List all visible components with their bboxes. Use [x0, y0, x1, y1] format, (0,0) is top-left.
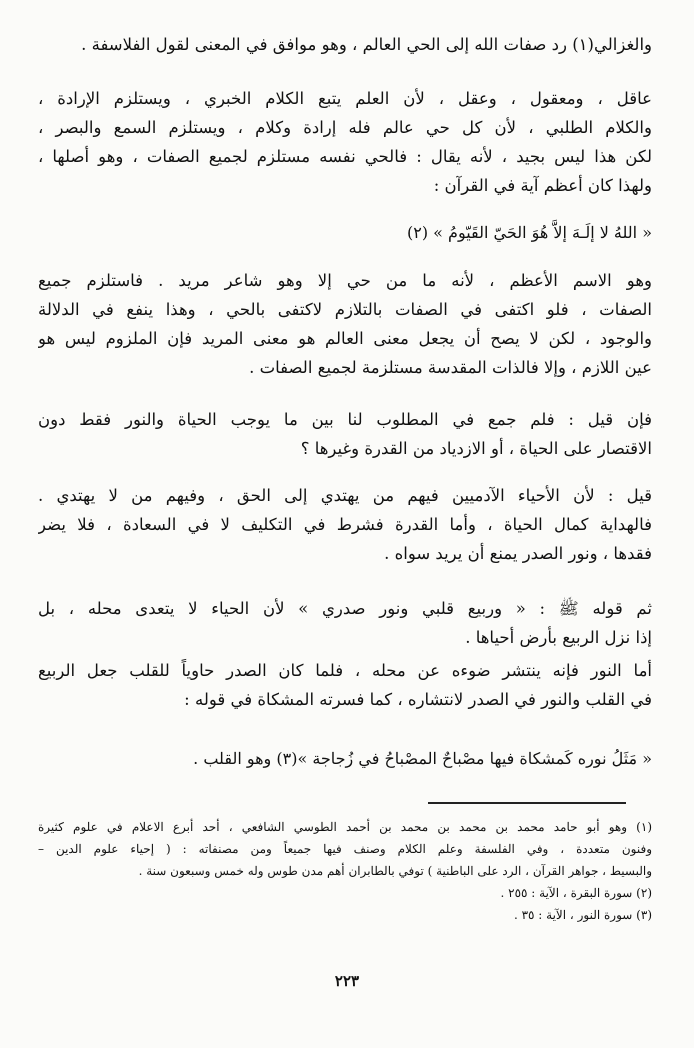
text-line: في القلب والنور في الصدر لانتشاره ، كما فسرته المشكاة في قوله :: [184, 690, 652, 709]
footnote-separator: [428, 802, 626, 804]
paragraph-6: [38, 594, 652, 652]
footnote-3: [38, 904, 652, 926]
text-line: إذا نزل الربيع بأرض أحياها .: [465, 628, 652, 647]
text-line: فقدها ، ونور الصدر يمنع أن يريد سواه .: [384, 544, 652, 563]
footnotes: [38, 816, 652, 926]
footnote-1: [38, 816, 652, 882]
text-line: فالهداية كمال الحياة ، وأما القدرة فشرط في التكليف لا في السعادة ، فلا يضر: [38, 515, 652, 534]
text-line: « اللهُ لا إلَـهَ إلاَّ هُوَ الحَيّ القَيّومُ » (٢): [406, 223, 652, 242]
text-line: والكلام الطلبي ، لأن كل حي عالم فله إرادة وكلام ، ويستلزم السمع والبصر ،: [38, 118, 652, 137]
footnote-line: والبسيط ، جواهر القرآن ، الرد على الباطنية ) توفي بالطابران أهم مدن طوس وله خمس وسبعون سنة .: [138, 864, 652, 878]
quran-verse-1: [38, 218, 652, 247]
text-line: ثم قوله ﷺ : « وربيع قلبي ونور صدري » لأن الحياء لا يتعدى محله ، بل: [38, 599, 652, 618]
text-line: والغزالي(١) رد صفات الله إلى الحي العالم ، وهو موافق في المعنى لقول الفلاسفة .: [81, 35, 652, 54]
text-line: ولهذا كان أعظم آية في القرآن :: [433, 176, 652, 195]
paragraph-5: [38, 481, 652, 568]
text-line: لكن هذا ليس بجيد ، لأنه يقال : فالحي نفسه مستلزم لجميع الصفات ، وهو أصلها ،: [38, 147, 652, 166]
footnote-line: (٣) سورة النور ، الآية : ٣٥ .: [513, 908, 652, 922]
paragraph-2: [38, 84, 652, 200]
paragraph-4: [38, 405, 652, 463]
footnote-line: (٢) سورة البقرة ، الآية : ٢٥٥ .: [500, 886, 652, 900]
text-line: أما النور فإنه ينتشر ضوءه عن محله ، فلما كان الصدر حاوياً للقلب جعل الربيع: [38, 661, 652, 680]
footnote-line: (١) وهو أبو حامد محمد بن محمد بن محمد بن أحمد الطوسي الشافعي ، أحد أبرع الاعلام في علوم كثيرة: [38, 820, 652, 834]
paragraph-1: [38, 30, 652, 59]
quran-verse-2: [38, 744, 652, 773]
footnote-line: وفنون متعددة ، وفي الفلسفة وعلم الكلام وصنف فيها جميعاً ومن مصنفاته : ( إحياء علوم الدين –: [38, 842, 652, 856]
text-line: وهو الاسم الأعظم ، لأنه ما من حي إلا وهو شاعر مريد . فاستلزم جميع: [38, 271, 652, 290]
text-line: عاقل ، ومعقول ، وعقل ، لأن العلم يتبع الكلام الخبري ، ويستلزم الإرادة ،: [38, 89, 652, 108]
text-line: فإن قيل : فلم جمع في المطلوب لنا بين ما يوجب الحياة والنور فقط دون: [38, 410, 652, 429]
text-line: والوجود ، لكن لا يصح أن يجعل معنى العالم هو معنى المريد فإن الملزوم ليس هو: [38, 329, 652, 348]
text-line: الصفات ، فلو اكتفى في الصفات بالتلازم لاكتفى بالحي ، وهذا ينفع في الدلالة: [38, 300, 652, 319]
text-line: الاقتصار على الحياة ، أو الازدياد من القدرة وغيرها ؟: [300, 439, 652, 458]
paragraph-7: [38, 656, 652, 714]
footnote-2: [38, 882, 652, 904]
page-number: ٢٢٣: [334, 972, 360, 990]
text-line: عين اللازم ، وإلا فالذات المقدسة مستلزمة لجميع الصفات .: [249, 358, 652, 377]
text-line: قيل : لأن الأحياء الآدميين فيهم من يهتدي إلى الحق ، وفيهم من لا يهتدي .: [38, 486, 652, 505]
paragraph-3: [38, 266, 652, 382]
text-line: « مَثَلُ نوره كَمشكاة فيها مصْباحٌ المصْباحُ في زُجاجة »(٣) وهو القلب .: [193, 749, 652, 768]
